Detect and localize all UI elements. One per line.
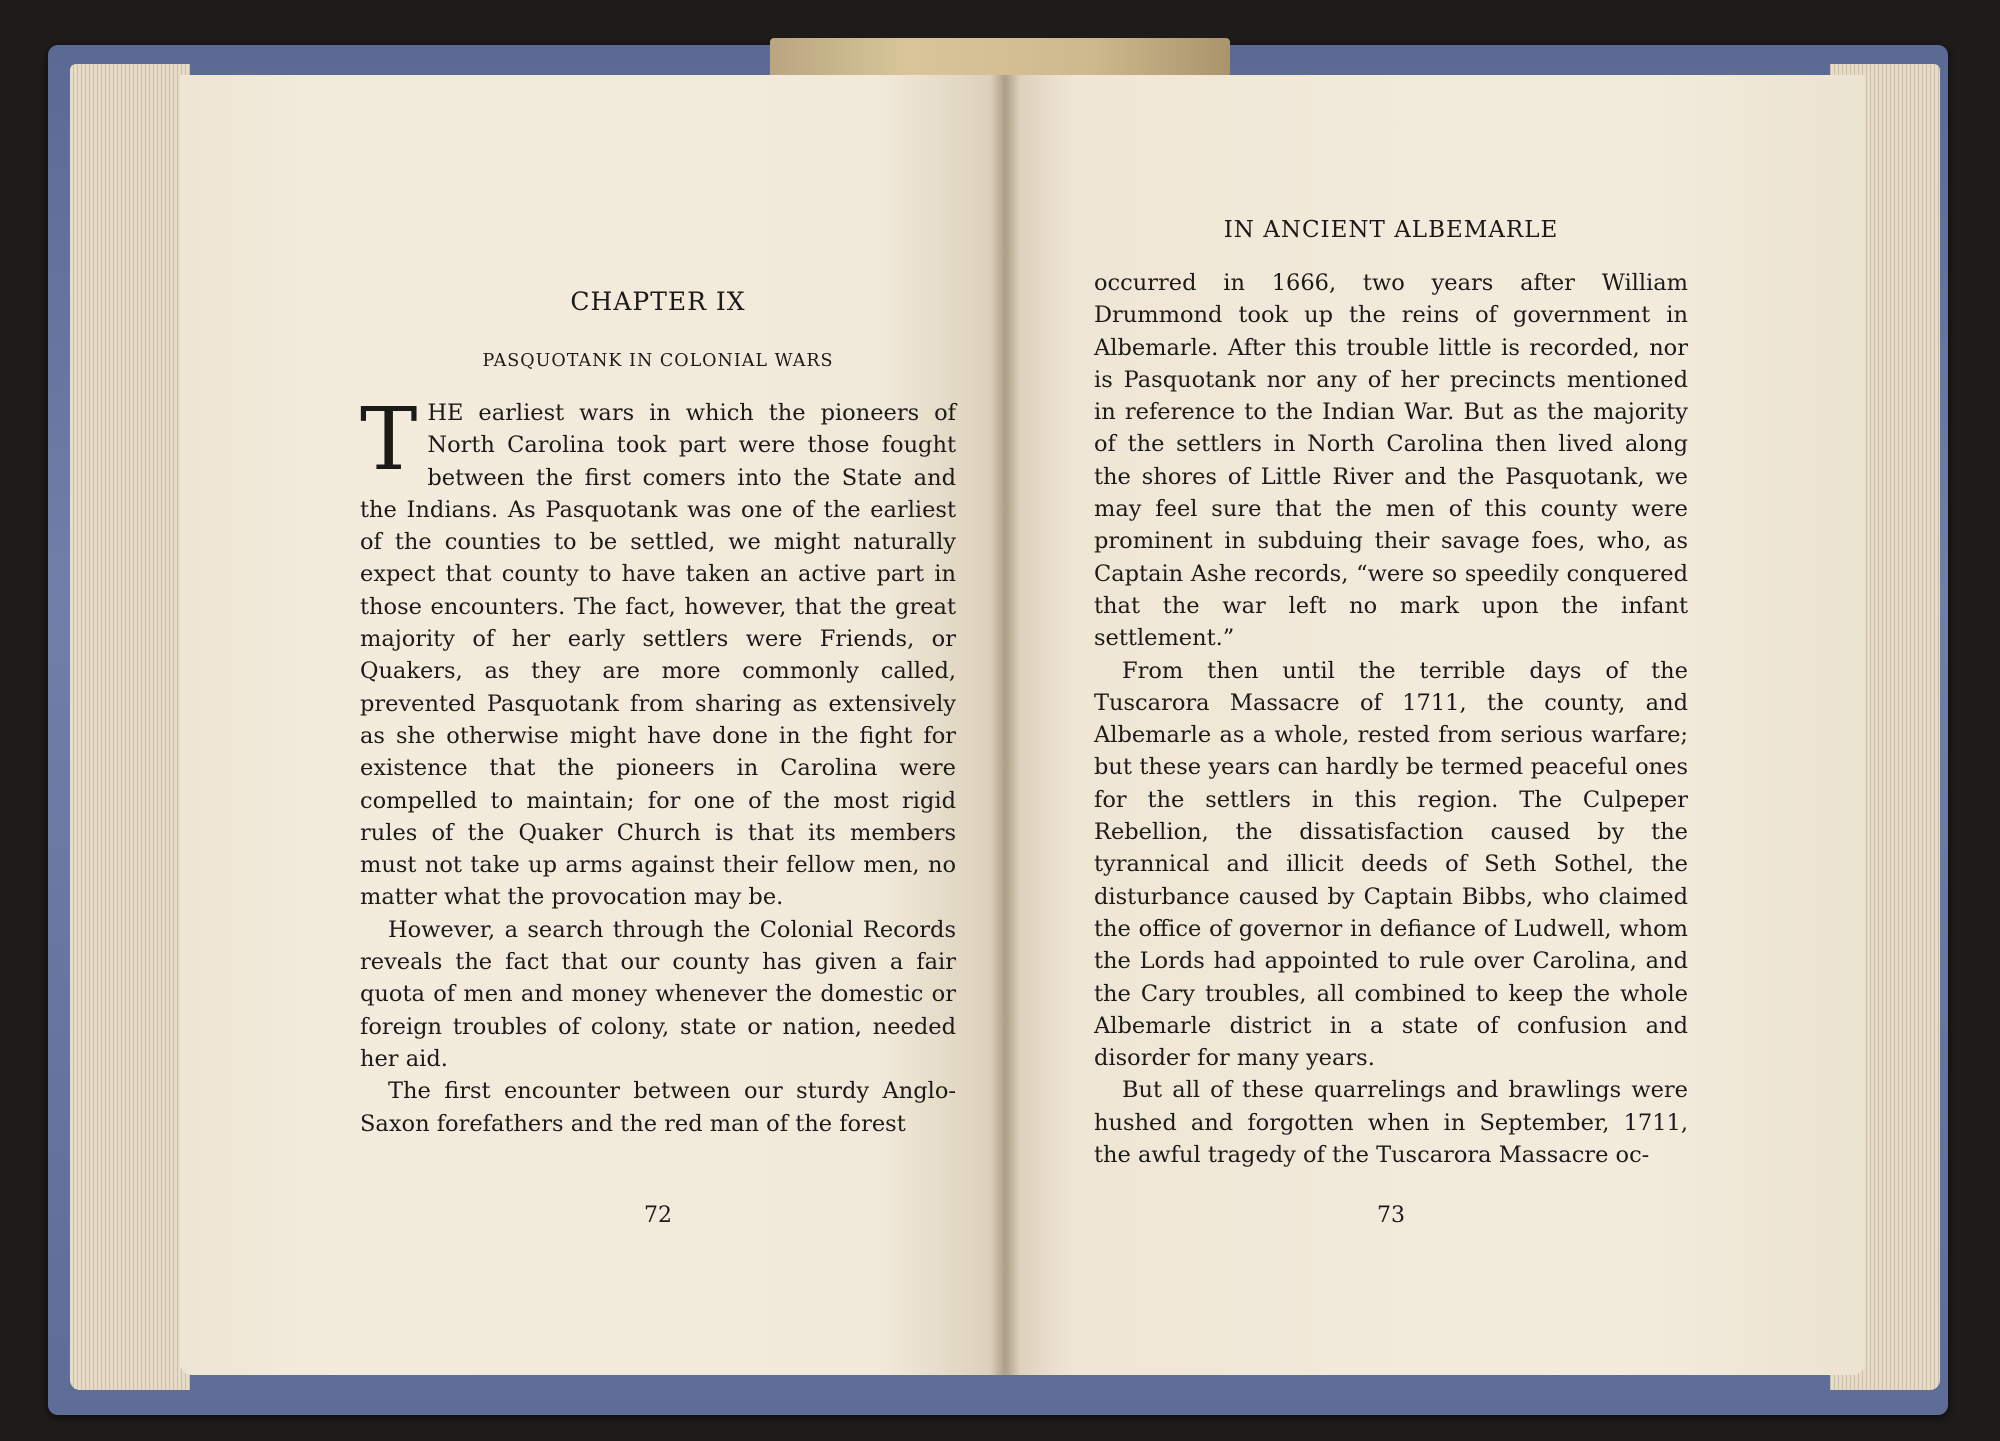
page-number-left: 72 — [644, 1203, 672, 1228]
right-page-text — [1094, 0, 1688, 1441]
chapter-subtitle: PASQUOTANK IN COLONIAL WARS — [482, 351, 834, 371]
left-paragraph-2: However, a search through the Colonial Records reveals the fact that our county has given a fair quota of men and money whenever the domestic or foreign troubles of colony, state or nation, needed her aid. — [360, 916, 956, 1072]
left-page-text — [360, 0, 956, 1441]
right-body — [1094, 267, 1688, 1171]
right-paragraph-1: occurred in 1666, two years after William Drummond took up the reins of government in Albemarle. After this trouble little is recorded, nor is Pasquotank nor any of her precincts mentioned in reference to the Indian War. But as the majority of the settlers in North Carolina then lived along the shores of Little River and the Pasquotank, we may feel sure that the men of this county were prominent in subduing their savage foes, who, as Captain Ashe records, “were so speedily conquered that the war left no mark upon the infant settlement.” — [1094, 270, 1688, 652]
right-paragraph-3: But all of these quarrelings and brawlings were hushed and forgotten when in September, 1711, the awful tragedy of the Tuscarora Massacre oc- — [1094, 1077, 1688, 1169]
left-body — [360, 390, 956, 1140]
page-edges-left — [70, 64, 190, 1390]
book-gutter — [990, 75, 1020, 1375]
left-paragraph-3: The first encounter between our sturdy Anglo-Saxon forefathers and the red man of the forest — [360, 1078, 956, 1137]
left-paragraph-1-text: HE earliest wars in which the pioneers of North Carolina took part were those fought between the first comers into the State and the Indians. As Pasquotank was one of the earliest of the counties to be settled, we might naturally expect that county to have taken an active part in those encounters. The fact, however, that the great majority of her early settlers were Friends, or Quakers, as they are more commonly called, prevented Pasquotank from sharing as extensively as she otherwise might have done in the fight for existence that the pioneers in Carolina were compelled to maintain; for one of the most rigid rules of the Quaker Church is that its members must not take up arms against their fellow men, no matter what the provocation may be. — [360, 400, 956, 911]
drop-cap: T — [360, 390, 418, 490]
page-number-right: 73 — [1377, 1203, 1405, 1228]
chapter-title: CHAPTER IX — [570, 287, 746, 316]
left-paragraph-1 — [360, 390, 956, 914]
running-head: IN ANCIENT ALBEMARLE — [1223, 217, 1559, 243]
right-paragraph-2: From then until the terrible days of the Tuscarora Massacre of 1711, the county, and Albemarle as a whole, rested from serious warfare; but these years can hardly be termed peaceful ones for the settlers in this region. The Culpeper Rebellion, the dissatisfaction caused by the tyrannical and illicit deeds of Seth Sothel, the disturbance caused by Captain Bibbs, who claimed the office of governor in defiance of Ludwell, whom the Lords had appointed to rule over Carolina, and the Cary troubles, all combined to keep the whole Albemarle district in a state of confusion and disorder for many years. — [1094, 657, 1688, 1072]
